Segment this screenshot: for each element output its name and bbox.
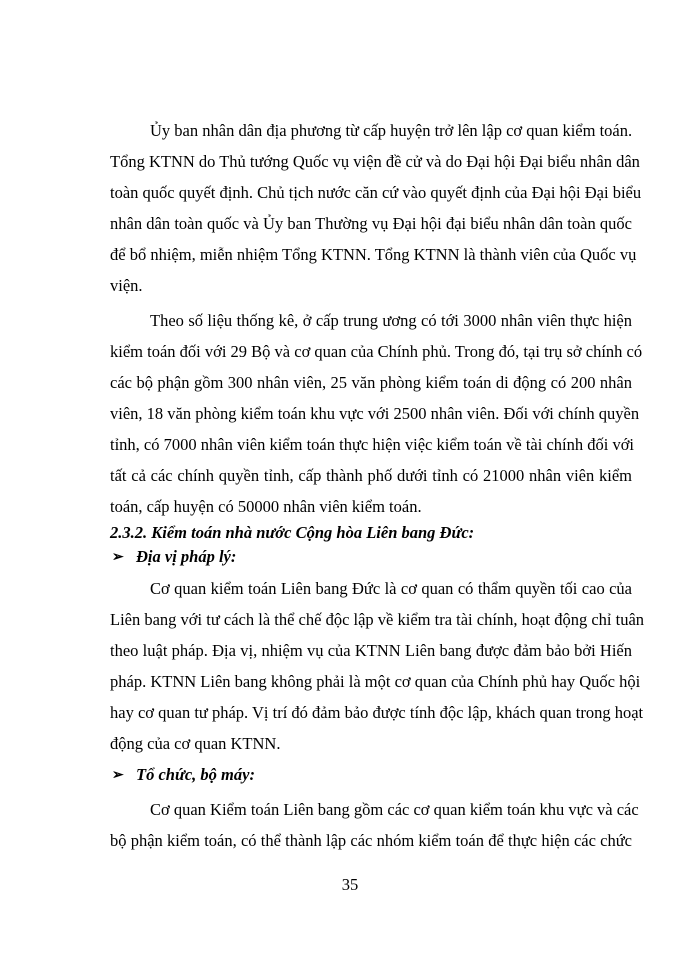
paragraph-line: Tổng KTNN do Thủ tướng Quốc vụ viện đề cử và do Đại hội Đại biểu nhân dân <box>110 152 640 171</box>
paragraph-line: viện. <box>110 276 143 295</box>
paragraph-line: toán, cấp huyện có 50000 nhân viên kiểm toán. <box>110 497 422 516</box>
paragraph-line: theo luật pháp. Địa vị, nhiệm vụ của KTNN Liên bang được đảm bảo bởi Hiến <box>110 641 632 660</box>
paragraph-line: bộ phận kiểm toán, có thể thành lập các nhóm kiểm toán để thực hiện các chức <box>110 831 632 850</box>
paragraph-2 <box>110 305 643 522</box>
paragraph-line: Cơ quan kiểm toán Liên bang Đức là cơ quan có thẩm quyền tối cao của <box>150 579 632 598</box>
paragraph-line: Theo số liệu thống kê, ở cấp trung ương có tới 3000 nhân viên thực hiện <box>150 311 632 330</box>
paragraph-line: Cơ quan Kiểm toán Liên bang gồm các cơ quan kiểm toán khu vực và các <box>150 800 639 819</box>
paragraph-line: toàn quốc quyết định. Chủ tịch nước căn cứ vào quyết định của Đại hội Đại biểu <box>110 183 642 202</box>
section-heading: 2.3.2. Kiểm toán nhà nước Cộng hòa Liên bang Đức: <box>110 523 475 542</box>
subheading-organization <box>112 765 255 785</box>
subheading-label: Địa vị pháp lý: <box>136 547 237 566</box>
paragraph-4 <box>110 794 639 856</box>
paragraph-line: kiểm toán đối với 29 Bộ và cơ quan của Chính phủ. Trong đó, tại trụ sở chính có <box>110 342 643 361</box>
paragraph-1 <box>110 115 642 301</box>
paragraph-line: pháp. KTNN Liên bang không phải là một cơ quan của Chính phủ hay Quốc hội <box>110 672 641 691</box>
paragraph-line: động của cơ quan KTNN. <box>110 734 281 753</box>
paragraph-line: hay cơ quan tư pháp. Vị trí đó đảm bảo được tính độc lập, khách quan trong hoạt <box>110 703 644 722</box>
arrow-bullet-icon: ➢ <box>112 767 124 783</box>
paragraph-line: tỉnh, có 7000 nhân viên kiểm toán thực hiện việc kiểm toán về tài chính đối với <box>110 435 635 454</box>
paragraph-line: nhân dân toàn quốc và Ủy ban Thường vụ Đại hội đại biểu nhân dân toàn quốc <box>110 214 632 233</box>
paragraph-3 <box>110 573 645 759</box>
paragraph-line: các bộ phận gồm 300 nhân viên, 25 văn phòng kiểm toán di động có 200 nhân <box>110 373 632 392</box>
paragraph-line: tất cả các chính quyền tỉnh, cấp thành phố dưới tỉnh có 21000 nhân viên kiểm <box>110 466 632 485</box>
subheading-label: Tổ chức, bộ máy: <box>136 765 255 784</box>
paragraph-line: để bổ nhiệm, miễn nhiệm Tổng KTNN. Tổng KTNN là thành viên của Quốc vụ <box>110 245 637 264</box>
page-number: 35 <box>341 875 359 894</box>
paragraph-line: Ủy ban nhân dân địa phương từ cấp huyện trở lên lập cơ quan kiểm toán. <box>150 121 633 140</box>
paragraph-line: Liên bang với tư cách là thể chế độc lập về kiểm tra tài chính, hoạt động chỉ tuân <box>110 610 645 629</box>
paragraph-line: viên, 18 văn phòng kiểm toán khu vực với 2500 nhân viên. Đối với chính quyền <box>110 404 640 423</box>
subheading-legal-status <box>112 547 236 567</box>
arrow-bullet-icon: ➢ <box>112 549 124 565</box>
